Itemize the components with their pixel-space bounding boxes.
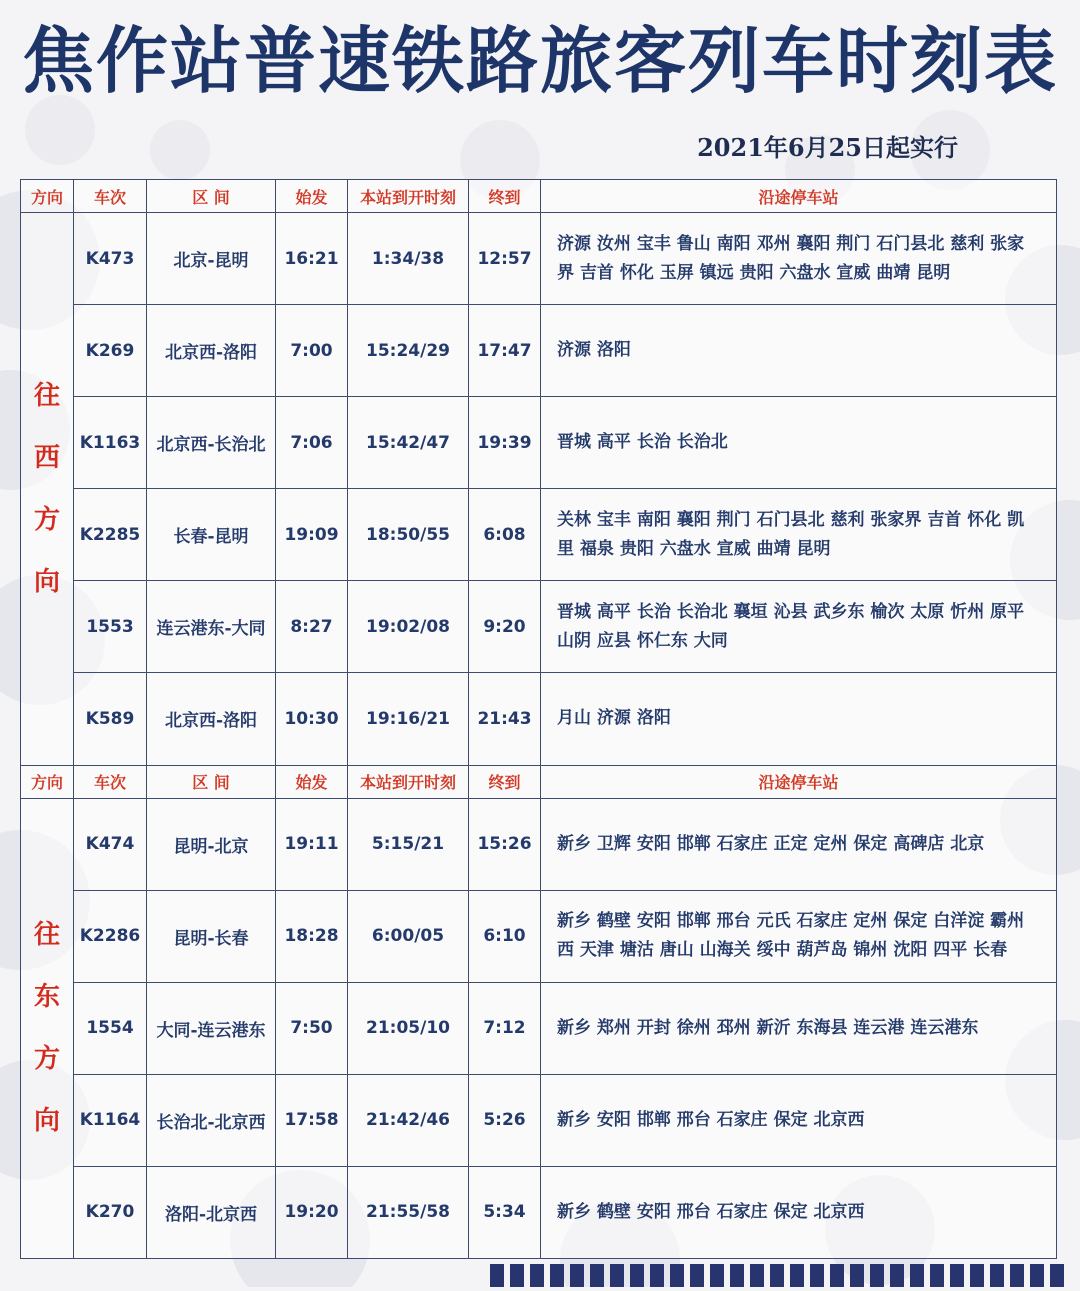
stops-list: 晋城 高平 长治 长治北 <box>541 397 1057 489</box>
table-row <box>21 489 1057 581</box>
stripe-block <box>570 1264 584 1287</box>
table-header-west <box>21 180 1057 213</box>
stops-list: 济源 洛阳 <box>541 305 1057 397</box>
direction-char: 往 <box>33 380 60 411</box>
stripe-block <box>490 1264 504 1287</box>
stripe-block <box>510 1264 524 1287</box>
station-arrival-departure: 21:55/58 <box>348 1166 469 1258</box>
origin-departure: 7:00 <box>276 305 348 397</box>
station-arrival-departure: 15:24/29 <box>348 305 469 397</box>
table-row <box>21 1166 1057 1258</box>
table-row <box>21 673 1057 765</box>
origin-departure: 8:27 <box>276 581 348 673</box>
direction-char: 西 <box>33 442 60 473</box>
effective-date: 2021年6月25日起实行 <box>697 133 958 162</box>
train-number: 1554 <box>74 982 147 1074</box>
stripe-block <box>890 1264 904 1287</box>
stops-list: 济源 汝州 宝丰 鲁山 南阳 邓州 襄阳 荆门 石门县北 慈利 张家界 吉首 怀化 玉屏 镇远 贵阳 六盘水 宣威 曲靖 昆明 <box>541 213 1057 305</box>
stripe-block <box>1010 1264 1024 1287</box>
origin-departure: 19:11 <box>276 798 348 890</box>
station-arrival-departure: 19:16/21 <box>348 673 469 765</box>
table-row <box>21 890 1057 982</box>
stops-list: 新乡 鹤壁 安阳 邯郸 邢台 元氏 石家庄 定州 保定 白洋淀 霸州西 天津 塘沽 唐山 山海关 绥中 葫芦岛 锦州 沈阳 四平 长春 <box>541 890 1057 982</box>
origin-departure: 19:20 <box>276 1166 348 1258</box>
station-arrival-departure: 6:00/05 <box>348 890 469 982</box>
direction-char: 向 <box>33 566 60 597</box>
table-row <box>21 397 1057 489</box>
train-number: K2286 <box>74 890 147 982</box>
route: 洛阳-北京西 <box>147 1166 276 1258</box>
stops-list: 晋城 高平 长治 长治北 襄垣 沁县 武乡东 榆次 太原 忻州 原平 山阴 应县 怀仁东 大同 <box>541 581 1057 673</box>
direction-char: 东 <box>33 982 60 1013</box>
train-number: K1163 <box>74 397 147 489</box>
route: 昆明-长春 <box>147 890 276 982</box>
station-arrival-departure: 18:50/55 <box>348 489 469 581</box>
stripe-block <box>590 1264 604 1287</box>
header-stops: 沿途停车站 <box>541 180 1057 213</box>
stops-list: 新乡 卫辉 安阳 邯郸 石家庄 正定 定州 保定 高碑店 北京 <box>541 798 1057 890</box>
table-row <box>21 798 1057 890</box>
terminal-arrival: 6:10 <box>469 890 541 982</box>
route: 长治北-北京西 <box>147 1074 276 1166</box>
stripe-block <box>710 1264 724 1287</box>
route: 连云港东-大同 <box>147 581 276 673</box>
stripe-block <box>950 1264 964 1287</box>
route: 北京西-洛阳 <box>147 305 276 397</box>
table-row <box>21 581 1057 673</box>
table-row <box>21 1074 1057 1166</box>
origin-departure: 18:28 <box>276 890 348 982</box>
train-number: K589 <box>74 673 147 765</box>
stripe-block <box>1050 1264 1064 1287</box>
stops-list: 月山 济源 洛阳 <box>541 673 1057 765</box>
header-depart: 始发 <box>276 765 348 798</box>
stops-list: 新乡 安阳 邯郸 邢台 石家庄 保定 北京西 <box>541 1074 1057 1166</box>
header-direction: 方向 <box>21 765 74 798</box>
stops-list: 新乡 郑州 开封 徐州 邳州 新沂 东海县 连云港 连云港东 <box>541 982 1057 1074</box>
station-arrival-departure: 15:42/47 <box>348 397 469 489</box>
direction-char: 往 <box>33 920 60 951</box>
table-header-east <box>21 765 1057 798</box>
stripe-block <box>850 1264 864 1287</box>
route: 北京西-长治北 <box>147 397 276 489</box>
timetable <box>20 179 1057 1259</box>
terminal-arrival: 21:43 <box>469 673 541 765</box>
header-terminal: 终到 <box>469 180 541 213</box>
direction-char: 向 <box>33 1106 60 1137</box>
stripe-block <box>1030 1264 1044 1287</box>
stripe-block <box>870 1264 884 1287</box>
stripe-block <box>690 1264 704 1287</box>
terminal-arrival: 17:47 <box>469 305 541 397</box>
station-arrival-departure: 1:34/38 <box>348 213 469 305</box>
origin-departure: 19:09 <box>276 489 348 581</box>
route: 昆明-北京 <box>147 798 276 890</box>
station-arrival-departure: 21:42/46 <box>348 1074 469 1166</box>
direction-char: 方 <box>33 1044 60 1075</box>
station-arrival-departure: 19:02/08 <box>348 581 469 673</box>
stripe-block <box>930 1264 944 1287</box>
route: 长春-昆明 <box>147 489 276 581</box>
header-arr-dep: 本站到开时刻 <box>348 765 469 798</box>
stripe-block <box>970 1264 984 1287</box>
terminal-arrival: 5:34 <box>469 1166 541 1258</box>
stops-list: 关林 宝丰 南阳 襄阳 荆门 石门县北 慈利 张家界 吉首 怀化 凯里 福泉 贵阳 六盘水 宣威 曲靖 昆明 <box>541 489 1057 581</box>
stripe-block <box>770 1264 784 1287</box>
stripe-block <box>550 1264 564 1287</box>
train-number: 1553 <box>74 581 147 673</box>
table-row <box>21 213 1057 305</box>
stripe-block <box>670 1264 684 1287</box>
stripe-block <box>810 1264 824 1287</box>
header-stops: 沿途停车站 <box>541 765 1057 798</box>
terminal-arrival: 5:26 <box>469 1074 541 1166</box>
header-depart: 始发 <box>276 180 348 213</box>
origin-departure: 10:30 <box>276 673 348 765</box>
train-number: K1164 <box>74 1074 147 1166</box>
header-train: 车次 <box>74 765 147 798</box>
station-arrival-departure: 21:05/10 <box>348 982 469 1074</box>
stripe-block <box>630 1264 644 1287</box>
page-title: 焦作站普速铁路旅客列车时刻表 <box>21 18 1058 103</box>
table-row <box>21 305 1057 397</box>
direction-eastbound <box>21 798 74 1258</box>
header-route: 区 间 <box>147 765 276 798</box>
stripe-block <box>750 1264 764 1287</box>
stripe-block <box>610 1264 624 1287</box>
route: 大同-连云港东 <box>147 982 276 1074</box>
terminal-arrival: 15:26 <box>469 798 541 890</box>
train-number: K474 <box>74 798 147 890</box>
route: 北京西-洛阳 <box>147 673 276 765</box>
terminal-arrival: 19:39 <box>469 397 541 489</box>
header-train: 车次 <box>74 180 147 213</box>
origin-departure: 7:06 <box>276 397 348 489</box>
stripe-block <box>830 1264 844 1287</box>
origin-departure: 17:58 <box>276 1074 348 1166</box>
route: 北京-昆明 <box>147 213 276 305</box>
terminal-arrival: 12:57 <box>469 213 541 305</box>
decorative-stripe <box>490 1264 1080 1287</box>
direction-westbound <box>21 213 74 766</box>
train-number: K270 <box>74 1166 147 1258</box>
stripe-block <box>910 1264 924 1287</box>
origin-departure: 16:21 <box>276 213 348 305</box>
station-arrival-departure: 5:15/21 <box>348 798 469 890</box>
stops-list: 新乡 鹤壁 安阳 邢台 石家庄 保定 北京西 <box>541 1166 1057 1258</box>
stripe-block <box>790 1264 804 1287</box>
table-row <box>21 982 1057 1074</box>
terminal-arrival: 7:12 <box>469 982 541 1074</box>
stripe-block <box>990 1264 1004 1287</box>
train-number: K2285 <box>74 489 147 581</box>
header-route: 区 间 <box>147 180 276 213</box>
header-arr-dep: 本站到开时刻 <box>348 180 469 213</box>
origin-departure: 7:50 <box>276 982 348 1074</box>
train-number: K473 <box>74 213 147 305</box>
header-direction: 方向 <box>21 180 74 213</box>
terminal-arrival: 9:20 <box>469 581 541 673</box>
header-terminal: 终到 <box>469 765 541 798</box>
terminal-arrival: 6:08 <box>469 489 541 581</box>
stripe-block <box>530 1264 544 1287</box>
direction-char: 方 <box>33 504 60 535</box>
stripe-block <box>730 1264 744 1287</box>
train-number: K269 <box>74 305 147 397</box>
stripe-block <box>650 1264 664 1287</box>
